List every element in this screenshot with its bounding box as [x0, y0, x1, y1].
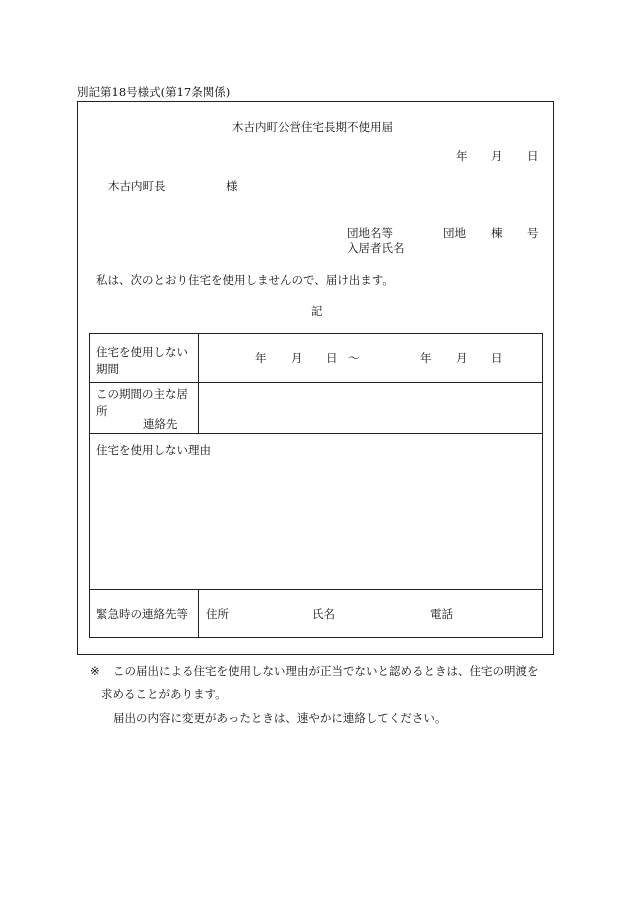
- residence-label-line2: 所: [96, 403, 108, 418]
- building-label: 棟: [491, 226, 503, 240]
- estate-suffix: 団地: [443, 226, 466, 240]
- emergency-phone-label: 電話: [430, 607, 453, 621]
- period-to-month: 月: [456, 351, 468, 365]
- period-to-day: 日: [491, 351, 503, 365]
- emergency-label: 緊急時の連絡先等: [96, 607, 188, 621]
- residence-label: [96, 386, 188, 419]
- emergency-address-label: 住所: [206, 607, 229, 621]
- addressee-honorific: 様: [226, 179, 238, 193]
- note-line-1: この届出による住宅を使用しない理由が正当でないと認めるときは、住宅の明渡を: [113, 664, 539, 678]
- form-id: 別記第18号様式(第17条関係): [77, 85, 231, 99]
- statement: 私は、次のとおり住宅を使用しませんので、届け出ます。: [96, 273, 394, 287]
- row-divider-2: [90, 433, 542, 434]
- ki-heading: 記: [311, 304, 323, 318]
- note-mark: ※: [90, 664, 100, 678]
- emergency-name-label: 氏名: [312, 607, 335, 621]
- period-label: [96, 344, 188, 377]
- estate-label: 団地名等: [347, 226, 393, 240]
- date-year: 年: [456, 149, 468, 163]
- addressee-name: 木古内町長: [108, 179, 166, 193]
- date-month: 月: [491, 149, 503, 163]
- reason-label: 住宅を使用しない理由: [96, 443, 211, 457]
- period-from-year: 年: [255, 351, 267, 365]
- note-line-2: 求めることがあります。: [101, 687, 227, 701]
- residence-label-line1: この期間の主な居: [96, 387, 188, 401]
- resident-name-label: 入居者氏名: [347, 241, 405, 255]
- period-from-month: 月: [291, 351, 303, 365]
- period-from-day: 日: [326, 351, 338, 365]
- column-divider-bottom: [198, 589, 199, 637]
- period-to-year: 年: [420, 351, 432, 365]
- period-tilde: 〜: [348, 351, 360, 365]
- details-table: [89, 333, 543, 638]
- note-line-3: 届出の内容に変更があったときは、速やかに連絡してください。: [113, 711, 447, 725]
- row-divider-1: [90, 382, 542, 383]
- period-label-line1: 住宅を使用しない: [96, 345, 188, 359]
- row-divider-3: [90, 589, 542, 590]
- form-title: 木古内町公営住宅長期不使用届: [232, 120, 393, 134]
- contact-label: 連絡先: [143, 417, 178, 431]
- column-divider-top: [198, 334, 199, 433]
- period-label-line2: 期間: [96, 361, 119, 376]
- date-day: 日: [527, 149, 539, 163]
- unit-label: 号: [527, 226, 539, 240]
